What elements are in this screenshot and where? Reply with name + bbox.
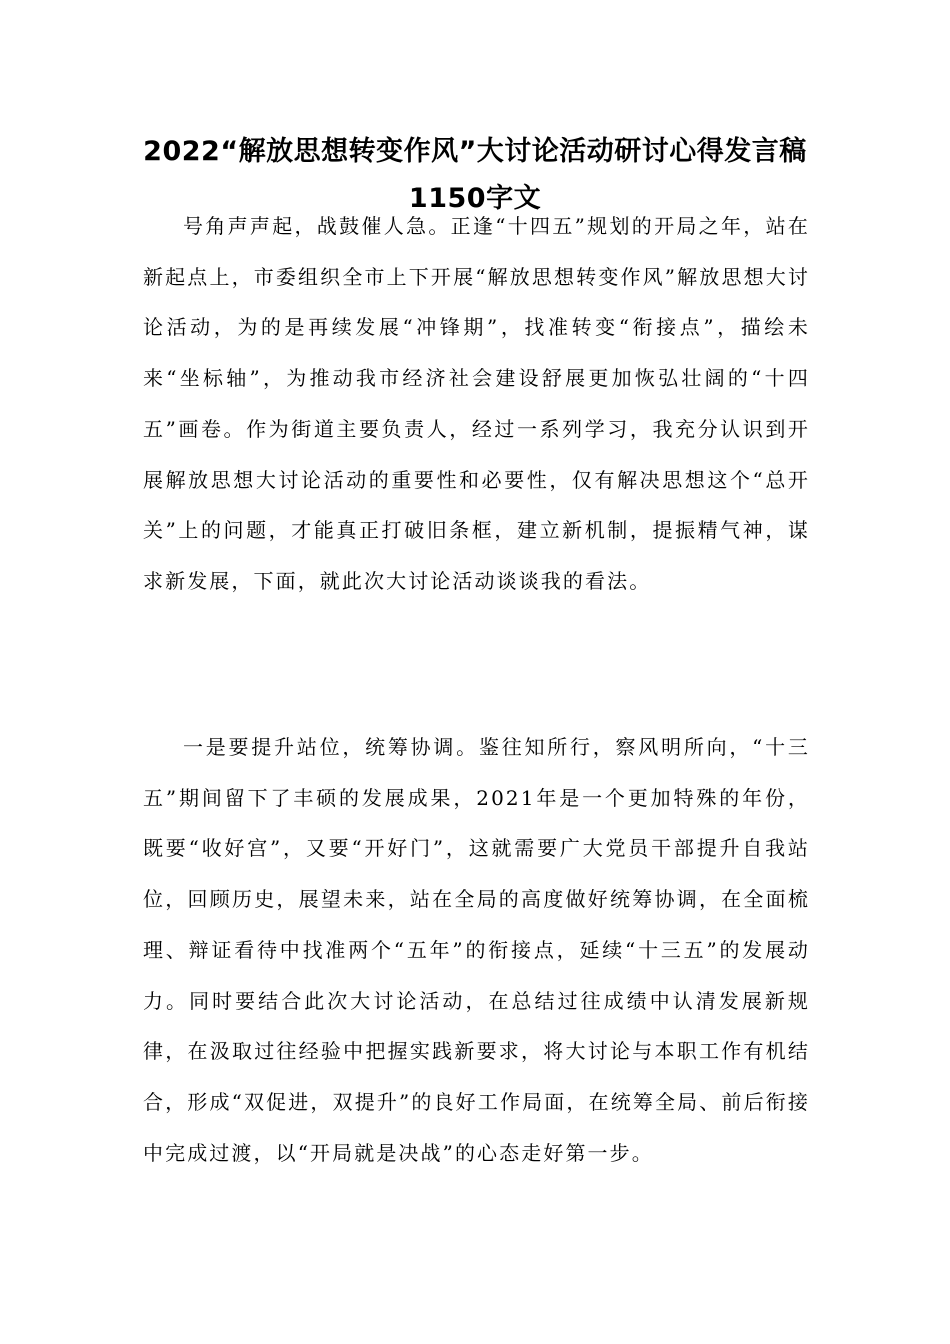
body-paragraph-2: 一是要提升站位，统筹协调。鉴往知所行，察风明所向，“十三五”期间留下了丰硕的发展成果，2021年是一个更加特殊的年份，既要“收好宫”，又要“开好门”，这就需要广大党员干部提升自我站位，回顾历史，展望未来，站在全局的高度做好统筹协调，在全面梳理、辩证看待中找准两个“五年”的衔接点，延续“十三五”的发展动力。同时要结合此次大讨论活动，在总结过往成绩中认清发展新规律，在汲取过往经验中把握实践新要求，将大讨论与本职工作有机结合，形成“双促进，双提升”的良好工作局面，在统筹全局、前后衔接中完成过渡，以“开局就是决战”的心态走好第一步。 (143, 735, 810, 1165)
document-title: 2022“解放思想转变作风”大讨论活动研讨心得发言稿1150字文 (143, 136, 807, 214)
body-paragraph-1: 号角声声起，战鼓催人急。正逢“十四五”规划的开局之年，站在新起点上，市委组织全市上下开展“解放思想转变作风”解放思想大讨论活动，为的是再续发展“冲锋期”，找准转变“衔接点”，描绘未来“坐标轴”，为推动我市经济社会建设舒展更加恢弘壮阔的“十四五”画卷。作为街道主要负责人，经过一系列学习，我充分认识到开展解放思想大讨论活动的重要性和必要性，仅有解决思想这个“总开关”上的问题，才能真正打破旧条框，建立新机制，提振精气神，谋求新发展，下面，就此次大讨论活动谈谈我的看法。 (143, 214, 810, 593)
